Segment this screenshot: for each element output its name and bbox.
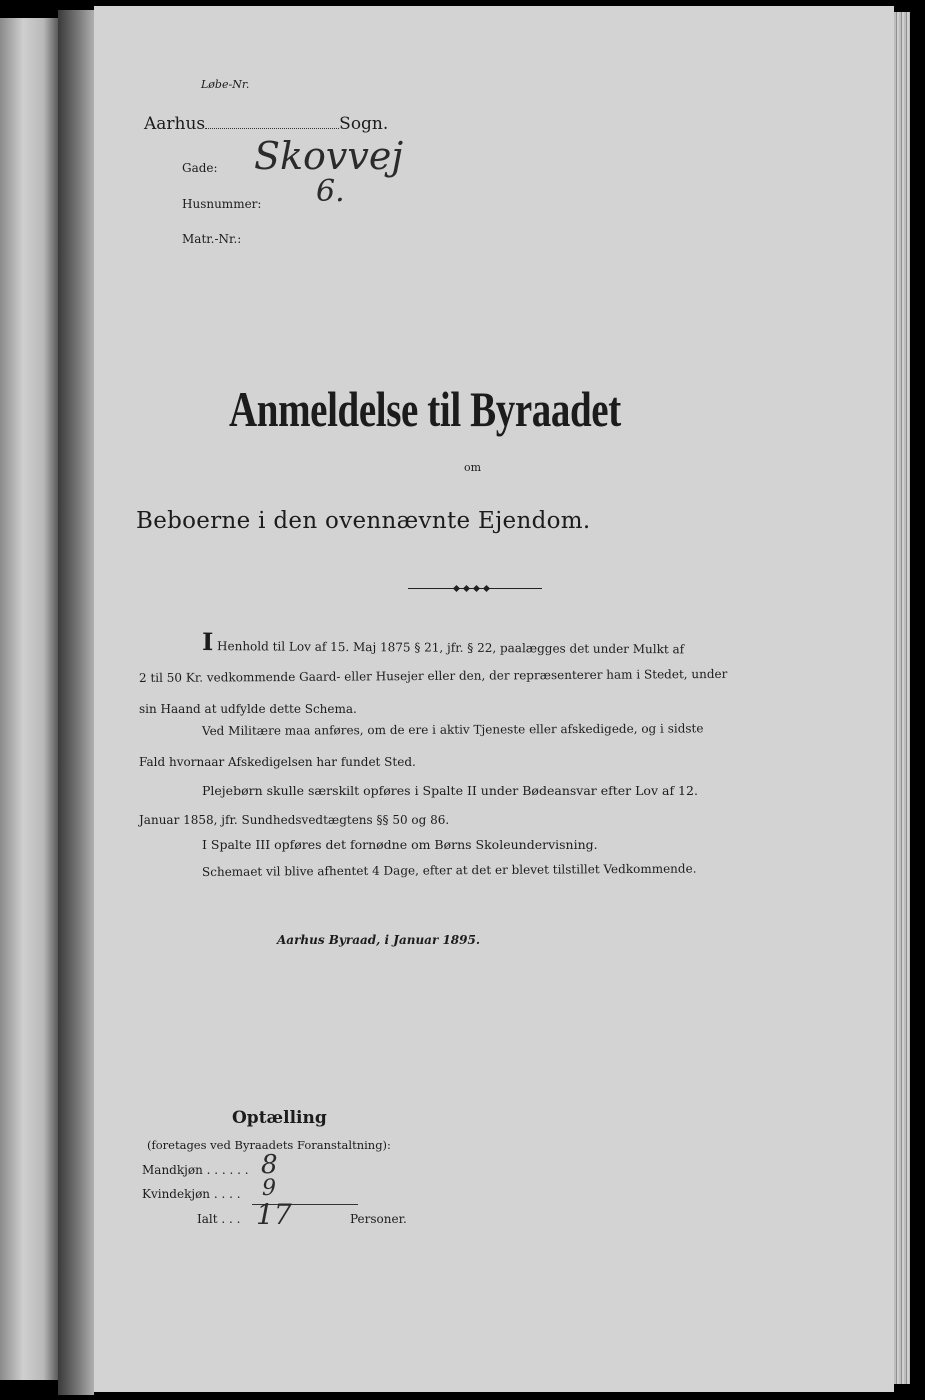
persons-label: Personer. xyxy=(350,1212,407,1226)
title-connector: om xyxy=(464,461,482,474)
left-page-edge xyxy=(0,18,58,1380)
gade-label: Gade: xyxy=(182,161,218,175)
total-label: Ialt . . . xyxy=(197,1212,241,1226)
paragraph-1-line-1: I Henhold til Lov af 15. Maj 1875 § 21, jfr. § 22, paalægges det under Mulkt af xyxy=(201,627,685,657)
paragraph-2-line-1: Ved Militære maa anføres, om de ere i aktiv Tjeneste eller afskedigede, og i sidste xyxy=(201,721,704,738)
document-page xyxy=(94,6,894,1392)
paragraph-1-line-3: sin Haand at udfylde dette Schema. xyxy=(139,702,357,716)
sogn-label: Sogn. xyxy=(339,114,389,134)
paragraph-4-line-1: I Spalte III opføres det fornødne om Børns Skoleundervisning. xyxy=(202,837,598,852)
page-stack-edge xyxy=(894,12,910,1384)
paragraph-3-line-1: Plejebørn skulle særskilt opføres i Spalte II under Bødeansvar efter Lov af 12. xyxy=(202,783,698,798)
signature-line: Aarhus Byraad, i Januar 1895. xyxy=(277,933,481,947)
female-label: Kvindekjøn . . . . xyxy=(142,1187,241,1201)
count-heading: Optælling xyxy=(232,1108,327,1128)
divider-ornament xyxy=(408,582,542,596)
paragraph-2-line-2: Fald hvornaar Afskedigelsen har fundet Sted. xyxy=(139,755,416,769)
female-value[interactable]: 9 xyxy=(262,1176,276,1201)
page-title: Anmeldelse til Byraadet xyxy=(229,381,621,437)
lobe-nr-label: Løbe-Nr. xyxy=(201,78,250,91)
book-spine xyxy=(58,10,94,1395)
count-note: (foretages ved Byraadets Foranstaltning): xyxy=(147,1138,391,1152)
paragraph-3-line-2: Januar 1858, jfr. Sundhedsvedtægtens §§ 50 og 86. xyxy=(139,813,450,827)
sogn-field[interactable] xyxy=(205,128,339,129)
city-line xyxy=(144,114,388,134)
page-subtitle: Beboerne i den ovennævnte Ejendom. xyxy=(136,508,591,534)
gade-value: Skovvej xyxy=(254,134,404,178)
male-label: Mandkjøn . . . . . . xyxy=(142,1163,249,1177)
husnummer-label: Husnummer: xyxy=(182,197,262,211)
husnummer-value: 6. xyxy=(316,174,345,209)
total-value[interactable]: 17 xyxy=(256,1198,292,1231)
matr-label: Matr.-Nr.: xyxy=(182,232,242,246)
drop-cap: I xyxy=(201,627,214,657)
city-label: Aarhus xyxy=(144,114,206,134)
paragraph-5-line-1: Schemaet vil blive afhentet 4 Dage, efter at det er blevet tilstillet Vedkommende. xyxy=(201,861,697,879)
male-value[interactable]: 8 xyxy=(261,1150,278,1180)
paragraph-1-line-2: 2 til 50 Kr. vedkommende Gaard- eller Husejer eller den, der repræsenterer ham i Stedet, under xyxy=(138,666,728,685)
